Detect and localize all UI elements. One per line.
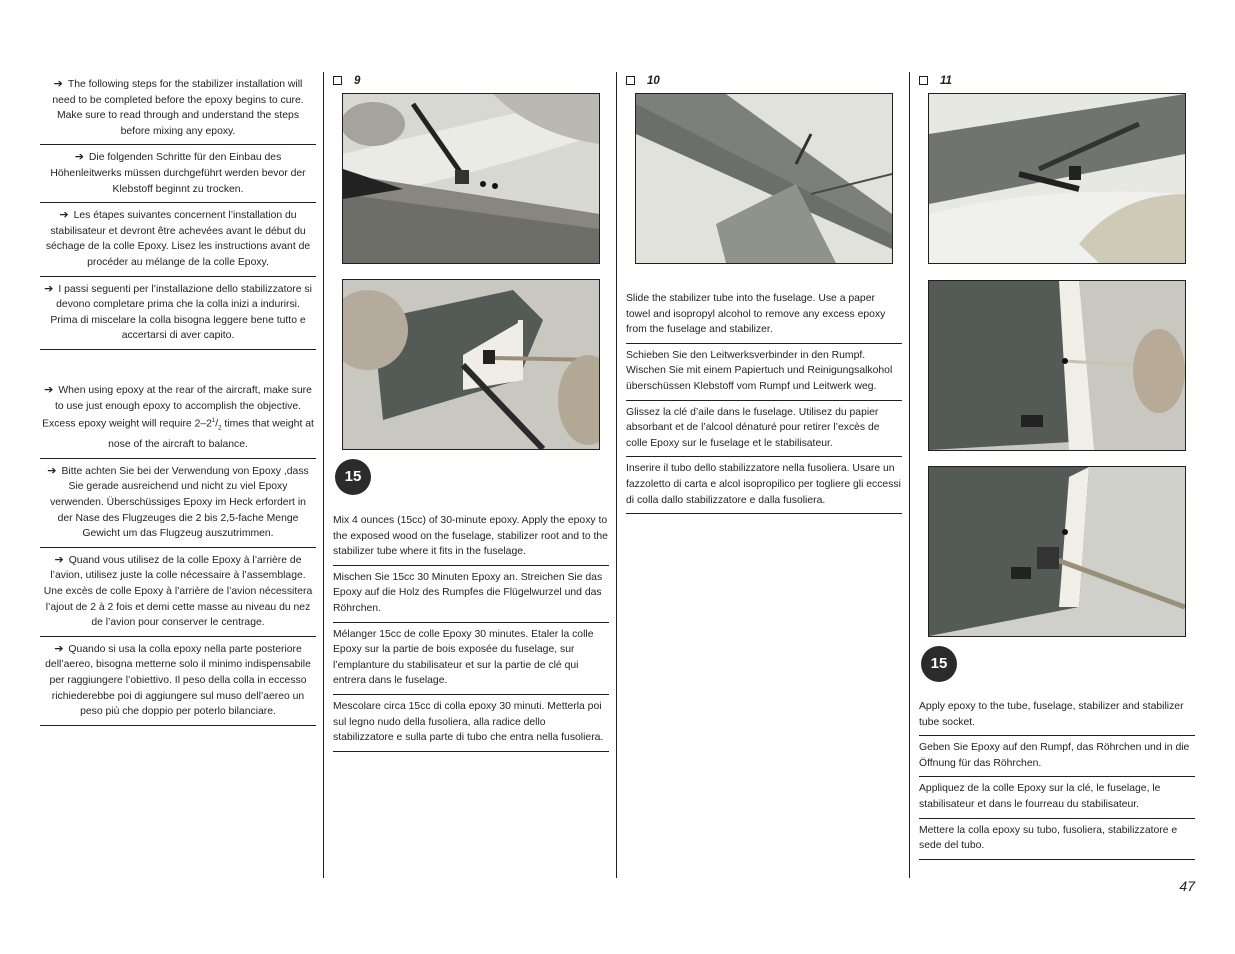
note-text: When using epoxy at the rear of the aircraft, make sure to use just enough epoxy to accomplish the objective. Excess epoxy weight will require 2–2 [42, 384, 312, 430]
arrow-icon: ➔ [44, 281, 54, 295]
note-fr [40, 203, 316, 276]
step-11-instructions [919, 695, 1195, 860]
photo-stabilizer-tube-insert [928, 280, 1186, 451]
step-10-instructions [626, 287, 902, 514]
step-header [919, 72, 1195, 90]
step-9-instructions [333, 509, 609, 752]
instruction-fr: Appliquez de la colle Epoxy sur la clé, le fuselage, le stabilisateur et dans le fourreau du stabilisateur. [919, 777, 1195, 818]
instruction-it: Mettere la colla epoxy su tubo, fusoliera, stabilizzatore e sede del tubo. [919, 819, 1195, 860]
step-11-column [919, 72, 1195, 90]
instruction-en: Mix 4 ounces (15cc) of 30-minute epoxy. Apply the epoxy to the exposed wood on the fuselage, stabilizer root and to the stabilizer tube where it fits in the fuselage. [333, 509, 609, 566]
checkbox-icon[interactable] [333, 76, 342, 85]
step-number: 11 [940, 75, 952, 87]
instruction-de: Schieben Sie den Leitwerksverbinder in den Rumpf. Wischen Sie mit einem Papiertuch und Reinigungsalkohol überschüssen Klebstoff vom Rumpf und Leitwerk weg. [626, 344, 902, 401]
column-divider [323, 72, 324, 878]
fraction-denominator: 2 [218, 425, 222, 432]
photo-stabilizer-tube [635, 93, 893, 264]
note-text: times that weight at nose of the aircraft to balance. [108, 418, 314, 451]
arrow-icon: ➔ [54, 641, 64, 655]
arrow-icon: ➔ [59, 208, 69, 222]
note-fr [40, 548, 316, 637]
step-badge: 15 [335, 459, 371, 495]
checkbox-icon[interactable] [919, 76, 928, 85]
note-it [40, 277, 316, 349]
note-text: Bitte achten Sie bei der Verwendung von Epoxy ,dass Sie gerade ausreichend und nicht zu viel Epoxy verwenden. Überschüssiges Epoxy im Heck erfordert in der Nase des Flugzeuges die 2 bis 2,5-fache Menge Gewicht um das Flugzeug auszutrimmen. [50, 465, 309, 540]
step-10-column [626, 72, 902, 90]
column-divider [909, 72, 910, 878]
photo-stabilizer-root [342, 279, 600, 450]
arrow-icon: ➔ [47, 463, 57, 477]
arrow-icon: ➔ [44, 382, 54, 396]
note-en: ➔ When using epoxy at the rear of the aircraft, make sure to use just enough epoxy to accomplish the objective. Excess epoxy weight will require $2-2^1/_2$ times that weight at nose of the aircraft to balance. [40, 378, 316, 459]
note-de [40, 145, 316, 203]
checkbox-icon[interactable] [626, 76, 635, 85]
note-en [40, 72, 316, 145]
notes-group-b [40, 378, 316, 726]
step-9-column [333, 72, 609, 90]
step-number: 10 [647, 75, 660, 87]
note-text: Les étapes suivantes concernent l’installation du stabilisateur et devront être achevées avant le début du séchage de la colle Epoxy. Lisez les instructions avant de procéder au mélange de la colle Epoxy. [45, 210, 311, 268]
instruction-en: Slide the stabilizer tube into the fuselage. Use a paper towel and isopropyl alcohol to remove any excess epoxy from the fuselage and stabilizer. [626, 287, 902, 344]
instruction-de: Mischen Sie 15cc 30 Minuten Epoxy an. Streichen Sie das Epoxy auf die Holz des Rumpfes die Flügelwurzel und das Röhrchen. [333, 566, 609, 623]
photo-stabilizer-epoxy [928, 466, 1186, 637]
step-badge: 15 [921, 646, 957, 682]
notes-group-a [40, 72, 316, 350]
note-text: Quando si usa la colla epoxy nella parte posteriore dell’aereo, bisogna metterne solo il minimo indispensabile per raggiungere l’obiettivo. Il peso della colla in eccesso richiederebbe poi di aggiungere sul muso dell’aereo un peso più che doppio per poterlo bilanciare. [45, 643, 311, 718]
note-text: Die folgenden Schritte für den Einbau des Höhenleitwerks müssen durchgeführt werden bevor der Klebstoff beginnt zu trocken. [50, 152, 306, 195]
arrow-icon: ➔ [53, 77, 63, 90]
instruction-it: Inserire il tubo dello stabilizzatore nella fusoliera. Usare un fazzoletto di carta e alcol isopropilico per togliere gli eccessi di colla dallo stabilizzatore e dalla fusoliera. [626, 457, 902, 514]
instruction-fr: Mélanger 15cc de colle Epoxy 30 minutes. Etaler la colle Epoxy sur la partie de bois exposée du fuselage, sur l’emplanture du stabilisateur et sur la partie de clé qui entrera dans le fuselage. [333, 623, 609, 695]
instruction-it: Mescolare circa 15cc di colla epoxy 30 minuti. Metterla poi sul legno nudo della fusoliera, alla radice dello stabilizzatore e sulla parte di tubo che entra nella fusoliera. [333, 695, 609, 752]
note-it [40, 637, 316, 726]
step-header [333, 72, 609, 90]
page-number: 47 [1179, 878, 1195, 894]
note-text: Quand vous utilisez de la colle Epoxy à l’arrière de l’avion, utilisez juste la colle nécessaire à l’assemblage. Une excès de colle Epoxy à l’arrière de l’avion nécessitera l’ajout de 2 à 2 fois et demi cette masse au niveau du nez de l’avion pour conserver le centrage. [43, 554, 313, 629]
photo-fuselage-socket [928, 93, 1186, 264]
note-text: I passi seguenti per l’installazione dello stabilizzatore si devono completare prima che la colla inizi a indurirsi. Prima di miscelare la colla bisogna leggere bene tutto e accertarsi di aver capito. [50, 283, 312, 342]
photo-fuselage-brush [342, 93, 600, 264]
note-de [40, 459, 316, 548]
fraction-numerator: 1 [211, 418, 216, 425]
instruction-fr: Glissez la clé d’aile dans le fuselage. Utilisez du papier absorbant et de l’alcool dénaturé pour retirer l’excès de colle Epoxy sur le fuselage et le stabilisateur. [626, 401, 902, 458]
arrow-icon: ➔ [74, 150, 84, 164]
note-text: The following steps for the stabilizer installation will need to be completed before the epoxy begins to cure. Make sure to read through and understand the steps before mixing any epoxy. [52, 79, 304, 137]
column-divider [616, 72, 617, 878]
arrow-icon: ➔ [54, 552, 64, 566]
instruction-en: Apply epoxy to the tube, fuselage, stabilizer and stabilizer tube socket. [919, 695, 1195, 736]
instruction-de: Geben Sie Epoxy auf den Rumpf, das Röhrchen und in die Öffnung für das Röhrchen. [919, 736, 1195, 777]
step-header [626, 72, 902, 90]
step-number: 9 [354, 75, 361, 87]
notes-column [40, 72, 316, 726]
